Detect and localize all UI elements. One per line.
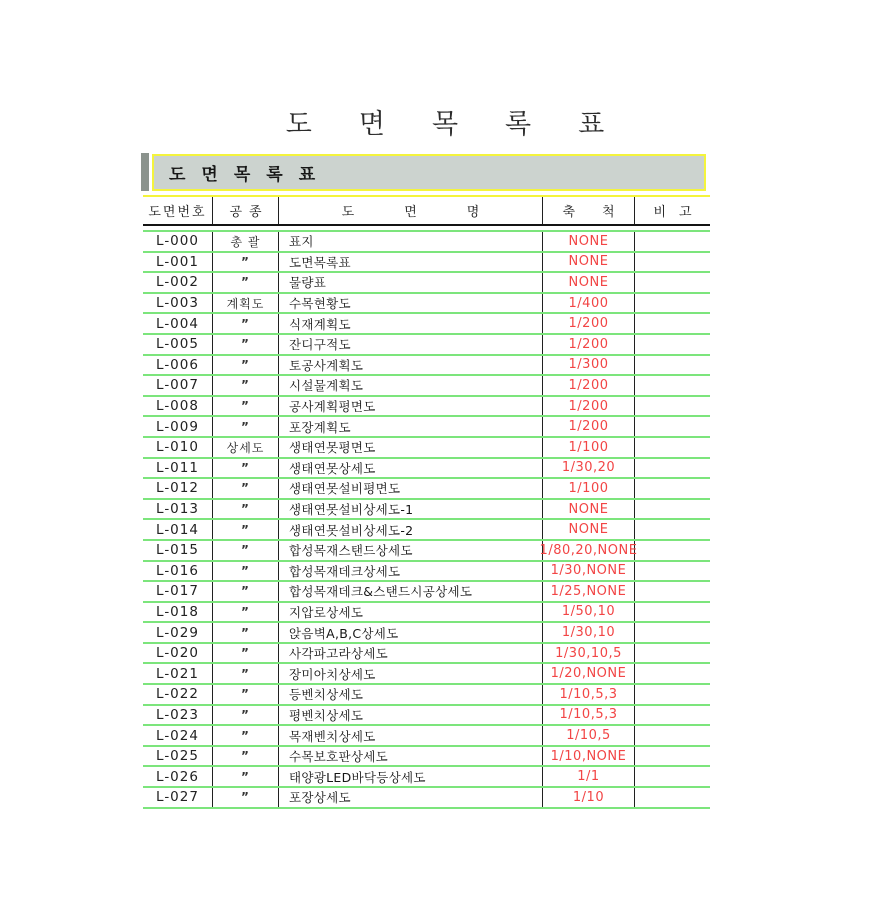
drawing-name-cell: 평벤치상세도 <box>279 706 543 725</box>
drawing-name-cell: 토공사계획도 <box>279 356 543 375</box>
drawing-number-cell: L-025 <box>143 747 213 766</box>
remarks-cell <box>635 294 710 313</box>
drawing-number-cell: L-001 <box>143 253 213 272</box>
table-row <box>143 294 710 315</box>
work-category-cell: ” <box>213 603 279 622</box>
scale-cell: NONE <box>543 500 635 519</box>
scale-cell: 1/1 <box>543 767 635 786</box>
table-row <box>143 335 710 356</box>
table-row <box>143 644 710 665</box>
drawing-number-cell: L-017 <box>143 582 213 601</box>
drawing-name-cell: 생태연못설비상세도-2 <box>279 520 543 539</box>
remarks-cell <box>635 644 710 663</box>
banner-accent-bar <box>141 153 149 191</box>
remarks-cell <box>635 438 710 457</box>
remarks-cell <box>635 479 710 498</box>
drawing-name-cell: 목재벤치상세도 <box>279 726 543 745</box>
table-row <box>143 314 710 335</box>
table-row <box>143 520 710 541</box>
drawing-number-cell: L-027 <box>143 788 213 807</box>
remarks-cell <box>635 397 710 416</box>
work-category-cell: 상세도 <box>213 438 279 457</box>
drawing-number-cell: L-024 <box>143 726 213 745</box>
drawing-list-table <box>143 195 710 809</box>
drawing-name-cell: 지압로상세도 <box>279 603 543 622</box>
work-category-cell: ” <box>213 500 279 519</box>
work-category-cell: ” <box>213 685 279 704</box>
scale-cell: NONE <box>543 232 635 251</box>
work-category-cell: ” <box>213 253 279 272</box>
drawing-number-cell: L-026 <box>143 767 213 786</box>
scale-cell: 1/10,5,3 <box>543 706 635 725</box>
remarks-cell <box>635 767 710 786</box>
scale-cell: 1/30,NONE <box>543 562 635 581</box>
drawing-number-cell: L-012 <box>143 479 213 498</box>
remarks-cell <box>635 562 710 581</box>
table-body <box>143 232 710 809</box>
drawing-number-cell: L-016 <box>143 562 213 581</box>
table-row <box>143 397 710 418</box>
scale-cell: 1/30,10 <box>543 623 635 642</box>
scale-cell: 1/20,NONE <box>543 664 635 683</box>
header-drawing-number: 도면번호 <box>143 197 213 224</box>
table-row <box>143 685 710 706</box>
drawing-name-cell: 생태연못평면도 <box>279 438 543 457</box>
work-category-cell: 계획도 <box>213 294 279 313</box>
drawing-name-cell: 공사계획평면도 <box>279 397 543 416</box>
remarks-cell <box>635 623 710 642</box>
table-row <box>143 273 710 294</box>
scale-cell: 1/200 <box>543 417 635 436</box>
table-row <box>143 747 710 768</box>
remarks-cell <box>635 273 710 292</box>
remarks-cell <box>635 417 710 436</box>
work-category-cell: ” <box>213 767 279 786</box>
drawing-name-cell: 포장상세도 <box>279 788 543 807</box>
table-row <box>143 417 710 438</box>
remarks-cell <box>635 356 710 375</box>
drawing-number-cell: L-015 <box>143 541 213 560</box>
drawing-name-cell: 앉음벽A,B,C상세도 <box>279 623 543 642</box>
remarks-cell <box>635 520 710 539</box>
drawing-number-cell: L-005 <box>143 335 213 354</box>
header-scale: 축척 <box>543 197 635 224</box>
scale-cell: 1/200 <box>543 397 635 416</box>
scale-cell: 1/50,10 <box>543 603 635 622</box>
scale-cell: 1/200 <box>543 335 635 354</box>
scale-cell: 1/100 <box>543 438 635 457</box>
scale-cell: 1/10,5 <box>543 726 635 745</box>
table-row <box>143 253 710 274</box>
scale-cell: 1/30,20 <box>543 459 635 478</box>
scale-cell: 1/10,NONE <box>543 747 635 766</box>
drawing-name-cell: 생태연못설비평면도 <box>279 479 543 498</box>
work-category-cell: ” <box>213 397 279 416</box>
drawing-name-cell: 합성목재데크상세도 <box>279 562 543 581</box>
scale-cell: 1/10,5,3 <box>543 685 635 704</box>
banner-label: 도면목록표 <box>169 165 332 185</box>
work-category-cell: ” <box>213 335 279 354</box>
drawing-number-cell: L-013 <box>143 500 213 519</box>
drawing-number-cell: L-002 <box>143 273 213 292</box>
work-category-cell: ” <box>213 356 279 375</box>
scale-cell: 1/400 <box>543 294 635 313</box>
drawing-number-cell: L-008 <box>143 397 213 416</box>
scale-cell: 1/30,10,5 <box>543 644 635 663</box>
remarks-cell <box>635 664 710 683</box>
drawing-name-cell: 생태연못설비상세도-1 <box>279 500 543 519</box>
remarks-cell <box>635 582 710 601</box>
table-row <box>143 788 710 809</box>
drawing-number-cell: L-022 <box>143 685 213 704</box>
work-category-cell: ” <box>213 314 279 333</box>
drawing-number-cell: L-018 <box>143 603 213 622</box>
work-category-cell: ” <box>213 582 279 601</box>
work-category-cell: ” <box>213 541 279 560</box>
remarks-cell <box>635 541 710 560</box>
drawing-number-cell: L-009 <box>143 417 213 436</box>
drawing-name-cell: 포장계획도 <box>279 417 543 436</box>
remarks-cell <box>635 459 710 478</box>
remarks-cell <box>635 314 710 333</box>
drawing-name-cell: 물량표 <box>279 273 543 292</box>
work-category-cell: ” <box>213 664 279 683</box>
scale-cell: 1/200 <box>543 314 635 333</box>
drawing-name-cell: 합성목재스탠드상세도 <box>279 541 543 560</box>
drawing-name-cell: 도면목록표 <box>279 253 543 272</box>
drawing-number-cell: L-004 <box>143 314 213 333</box>
work-category-cell: ” <box>213 706 279 725</box>
scale-cell: 1/200 <box>543 376 635 395</box>
drawing-number-cell: L-010 <box>143 438 213 457</box>
remarks-cell <box>635 232 710 251</box>
scale-cell: 1/10 <box>543 788 635 807</box>
table-row <box>143 623 710 644</box>
work-category-cell: ” <box>213 376 279 395</box>
work-category-cell: ” <box>213 623 279 642</box>
page-title: 도면목록표 <box>285 109 652 140</box>
drawing-number-cell: L-014 <box>143 520 213 539</box>
drawing-number-cell: L-011 <box>143 459 213 478</box>
drawing-name-cell: 시설물계획도 <box>279 376 543 395</box>
scale-cell: NONE <box>543 520 635 539</box>
drawing-number-cell: L-021 <box>143 664 213 683</box>
table-row <box>143 376 710 397</box>
drawing-number-cell: L-029 <box>143 623 213 642</box>
table-row <box>143 541 710 562</box>
work-category-cell: ” <box>213 562 279 581</box>
remarks-cell <box>635 253 710 272</box>
scale-cell: 1/300 <box>543 356 635 375</box>
drawing-number-cell: L-020 <box>143 644 213 663</box>
work-category-cell: ” <box>213 726 279 745</box>
section-banner <box>152 154 706 191</box>
header-drawing-name: 도면명 <box>279 197 543 224</box>
remarks-cell <box>635 603 710 622</box>
remarks-cell <box>635 747 710 766</box>
drawing-name-cell: 태양광LED바닥등상세도 <box>279 767 543 786</box>
work-category-cell: ” <box>213 417 279 436</box>
work-category-cell: ” <box>213 788 279 807</box>
scale-cell: 1/100 <box>543 479 635 498</box>
drawing-name-cell: 수목보호판상세도 <box>279 747 543 766</box>
table-row <box>143 459 710 480</box>
drawing-name-cell: 생태연못상세도 <box>279 459 543 478</box>
table-row <box>143 500 710 521</box>
header-remarks: 비고 <box>653 205 705 220</box>
work-category-cell: 총 괄 <box>213 232 279 251</box>
drawing-name-cell: 잔디구적도 <box>279 335 543 354</box>
work-category-cell: ” <box>213 479 279 498</box>
table-header-row <box>143 197 710 226</box>
table-row <box>143 706 710 727</box>
drawing-number-cell: L-007 <box>143 376 213 395</box>
drawing-name-cell: 사각파고라상세도 <box>279 644 543 663</box>
scale-cell: NONE <box>543 253 635 272</box>
scale-cell: 1/25,NONE <box>543 582 635 601</box>
drawing-name-cell: 표지 <box>279 232 543 251</box>
table-row <box>143 232 710 253</box>
remarks-cell <box>635 706 710 725</box>
work-category-cell: ” <box>213 273 279 292</box>
drawing-number-cell: L-003 <box>143 294 213 313</box>
table-row <box>143 582 710 603</box>
table-row <box>143 479 710 500</box>
table-row <box>143 356 710 377</box>
remarks-cell <box>635 376 710 395</box>
drawing-name-cell: 수목현황도 <box>279 294 543 313</box>
drawing-name-cell: 식재계획도 <box>279 314 543 333</box>
work-category-cell: ” <box>213 520 279 539</box>
drawing-number-cell: L-006 <box>143 356 213 375</box>
table-row <box>143 562 710 583</box>
table-row <box>143 664 710 685</box>
remarks-cell <box>635 685 710 704</box>
remarks-cell <box>635 726 710 745</box>
remarks-cell <box>635 788 710 807</box>
drawing-name-cell: 등벤치상세도 <box>279 685 543 704</box>
remarks-cell <box>635 500 710 519</box>
table-row <box>143 726 710 747</box>
table-row <box>143 438 710 459</box>
drawing-name-cell: 합성목재데크&스탠드시공상세도 <box>279 582 543 601</box>
header-work-category: 공종 <box>213 197 279 224</box>
drawing-name-cell: 장미아치상세도 <box>279 664 543 683</box>
work-category-cell: ” <box>213 459 279 478</box>
drawing-number-cell: L-000 <box>143 232 213 251</box>
table-row <box>143 767 710 788</box>
scale-cell: 1/80,20,NONE <box>539 542 638 558</box>
work-category-cell: ” <box>213 644 279 663</box>
drawing-number-cell: L-023 <box>143 706 213 725</box>
remarks-cell <box>635 335 710 354</box>
table-row <box>143 603 710 624</box>
work-category-cell: ” <box>213 747 279 766</box>
scale-cell: NONE <box>543 273 635 292</box>
